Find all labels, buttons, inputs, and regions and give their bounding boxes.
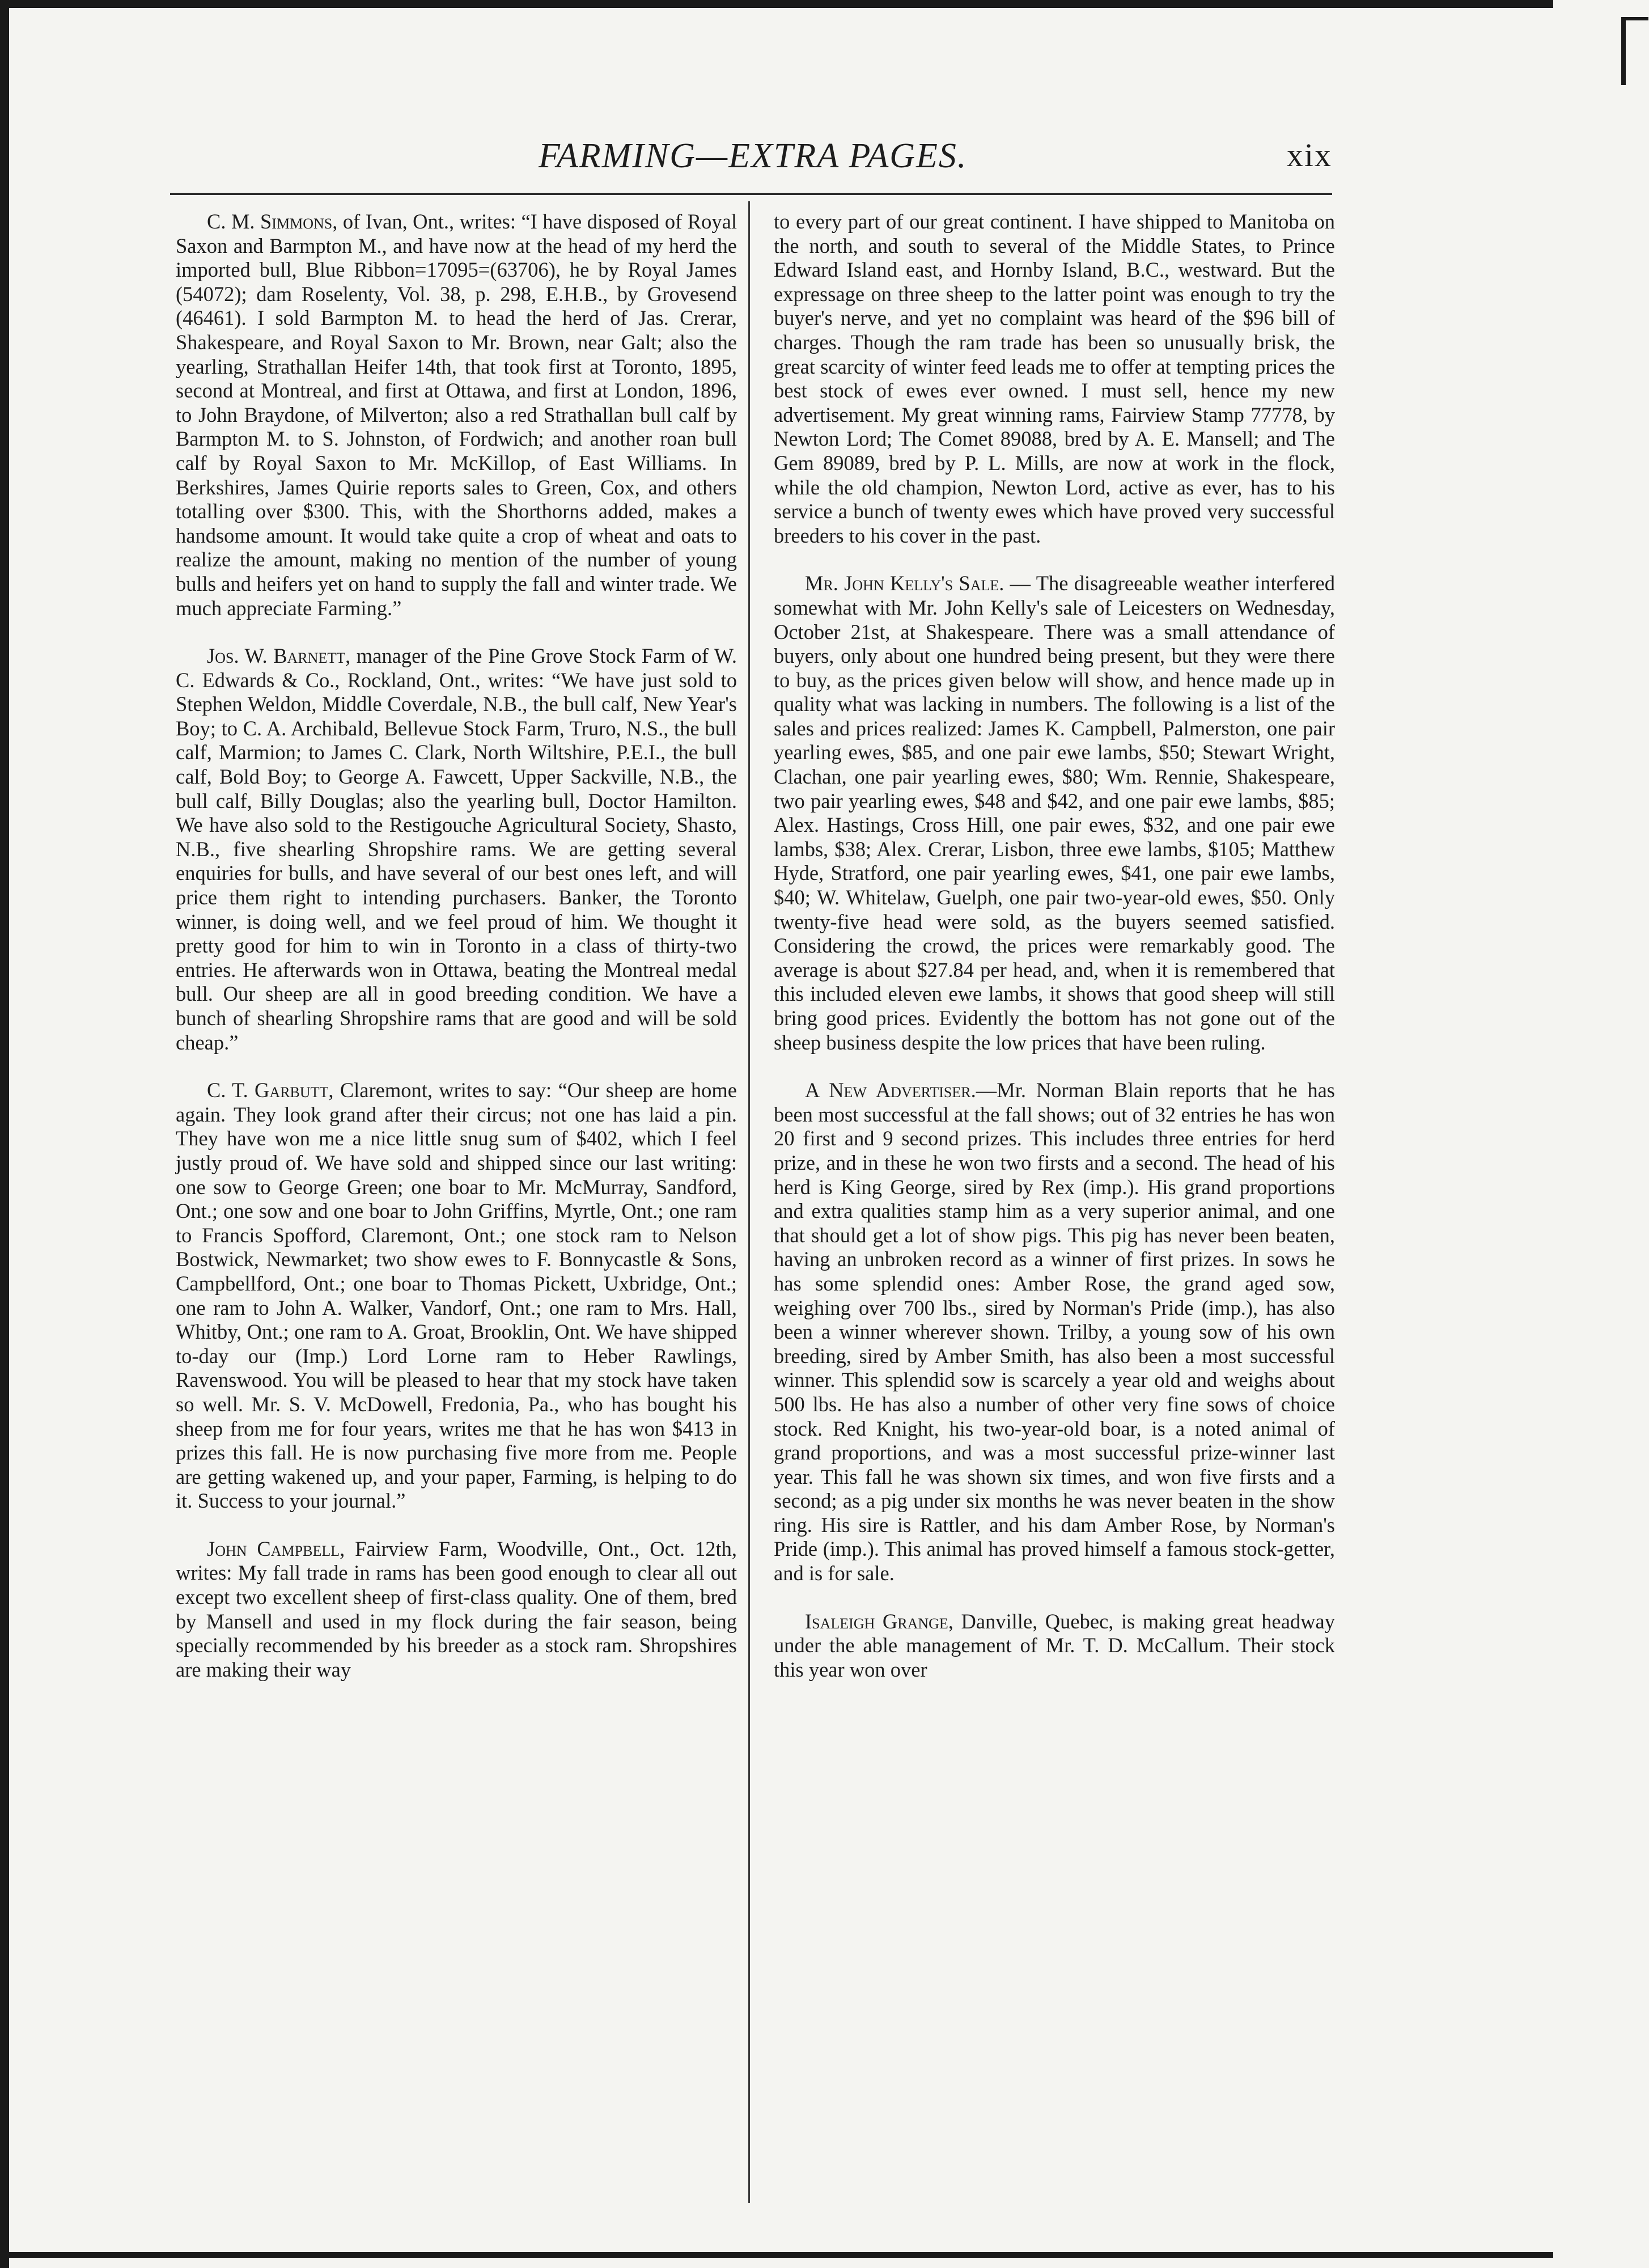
paragraph-lead: Jos. W. Barnett [207,644,346,668]
paragraph-campbell [176,1537,737,1682]
paragraph-lead: A New Advertiser. [805,1078,976,1102]
paragraph-simmons [176,210,737,620]
paragraph-kelly-sale [774,572,1335,1055]
paragraph-isaleigh-grange [774,1610,1335,1682]
header-rule [170,193,1332,195]
paragraph-text: , Danville, Quebec, is making great headway under the able management of Mr. T. D. McCallum. Their stock this year won over [774,1609,1335,1681]
page-number: xix [1286,137,1332,174]
column-divider [748,201,750,2203]
paragraph-lead: Mr. John Kelly's Sale. [805,572,1004,595]
paragraph-text: , of Ivan, Ont., writes: “I have disposed of Royal Saxon and Barmpton M., and have now at the head of my herd the imported bull, Blue Ribbon=17095=(63706), he by Royal James (54072); dam Roselenty, Vol. 38, p. 298, E.H.B., by Grovesend (46461). I sold Barmpton M. to head the herd of Jas. Crerar, Shakespeare, and Royal Saxon to Mr. Brown, near Galt; also the yearling, Strathallan Heifer 14th, that took first at Toronto, 1895, second at Montreal, and first at Ottawa, and first at London, 1896, to John Braydone, of Milverton; also a red Strathallan bull calf by Barmpton M. to S. Johnston, of Fordwich; and another roan bull calf by Royal Saxon to Mr. McKillop, of East Williams. In Berkshires, James Quirie reports sales to Green, Cox, and others totalling over $300. This, with the Shorthorns added, makes a handsome amount. It would take quite a crop of wheat and oats to realize the amount, making no mention of the number of young bulls and heifers yet on hand to supply the fall and winter trade. We much appreciate Farming.” [176,210,737,620]
scan-edge-top [0,0,1553,8]
paragraph-new-advertiser [774,1078,1335,1585]
paragraph-lead: John Campbell [207,1537,340,1560]
paragraph-lead: Isaleigh Grange [805,1609,948,1633]
paragraph-garbutt [176,1078,737,1513]
running-title: FARMING—EXTRA PAGES. [539,137,968,175]
page-header [170,136,1332,187]
scan-edge-mark [1621,17,1626,85]
paragraph-lead: C. M. Simmons [207,210,333,233]
right-column [774,210,1335,1706]
paragraph-campbell-continued [774,210,1335,548]
paragraph-text: to every part of our great continent. I have shipped to Manitoba on the north, and south to several of the Middle States, to Prince Edward Island east, and Hornby Island, B.C., westward. But the expressage on three sheep to the latter point was enough to try the buyer's nerve, and yet no complaint was heard of the $96 bill of charges. Though the ram trade has been so unusually brisk, the great scarcity of winter feed leads me to offer at tempting prices the best stock of ewes ever owned. I must sell, hence my new advertisement. My great winning rams, Fairview Stamp 77778, by Newton Lord; The Comet 89088, bred by A. E. Mansell; and The Gem 89089, bred by P. L. Mills, are now at work in the flock, while the old champion, Newton Lord, active as ever, has to his service a bunch of twenty ewes which have proved very successful breeders to his cover in the past. [774,210,1335,547]
scan-edge-mark-top [1626,17,1648,20]
paragraph-text: — The disagreeable weather interfered somewhat with Mr. John Kelly's sale of Leicesters on Wednesday, October 21st, at Shakespeare. There was a small attendance of buyers, only about one hundred being present, but they were there to buy, as the prices given below will show, and hence made up in quality what was lacking in numbers. The following is a list of the sales and prices realized: James K. Campbell, Palmerston, one pair yearling ewes, $85, and one pair ewe lambs, $50; Stewart Wright, Clachan, one pair yearling ewes, $80; Wm. Rennie, Shakespeare, two pair yearling ewes, $48 and $42, and one pair ewe lambs, $85; Alex. Hastings, Cross Hill, one pair ewes, $32, and one pair ewe lambs, $38; Alex. Crerar, Lisbon, three ewe lambs, $105; Matthew Hyde, Stratford, one pair yearling ewes, $41, one pair ewe lambs, $40; W. Whitelaw, Guelph, one pair two-year-old ewes, $50. Only twenty-five head were sold, as the buyers seemed satisfied. Considering the crowd, the prices were remarkably good. The average is about $27.84 per head, and, when it is remembered that this included eleven ewe lambs, it shows that good sheep will still bring good prices. Evidently the bottom has not gone out of the sheep business despite the low prices that have been ruling. [774,572,1335,1054]
paragraph-barnett [176,644,737,1055]
left-column [176,210,737,1706]
paragraph-text: , Fairview Farm, Woodville, Ont., Oct. 12th, writes: My fall trade in rams has been good enough to clear all out except two excellent sheep of first-class quality. One of them, bred by Mansell and used in my flock during the fair season, being specially recommended by his breeder as a stock ram. Shropshires are making their way [176,1537,737,1681]
paragraph-text: —Mr. Norman Blain reports that he has been most successful at the fall shows; out of 32 entries he has won 20 first and 9 second prizes. This includes three entries for herd prize, and in these he won two firsts and a second. The head of his herd is King George, sired by Rex (imp.). His grand proportions and extra qualities stamp him as a very superior animal, and one that should get a lot of show pigs. This pig has never been beaten, having an unbroken record as a winner of first prizes. In sows he has some splendid ones: Amber Rose, the grand aged sow, weighing over 700 lbs., sired by Norman's Pride (imp.), has also been a winner wherever shown. Trilby, a young sow of his own breeding, sired by Amber Smith, has also been a most successful winner. This splendid sow is scarcely a year old and weighs about 500 lbs. He has also a number of other very fine sows of choice stock. Red Knight, his two-year-old boar, is a noted animal of grand proportions, and was a most successful prize-winner last year. This fall he was shown six times, and won five firsts and a second; as a pig under six months he was never beaten in the show ring. His sire is Rattler, and his dam Amber Rose, by Norman's Pride (imp.). This animal has proved himself a famous stock-getter, and is for sale. [774,1078,1335,1585]
scan-edge-bottom [0,2252,1553,2258]
paragraph-text: , Claremont, writes to say: “Our sheep are home again. They look grand after their circus; not one has laid a pin. They have won me a nice little snug sum of $402, which I feel justly proud of. We have sold and shipped since our last writing: one sow to George Green; one boar to Mr. McMurray, Sandford, Ont.; one sow and one boar to John Griffins, Myrtle, Ont.; one ram to Francis Spofford, Claremont, Ont.; one stock ram to Nelson Bostwick, Newmarket; two show ewes to F. Bonnycastle & Sons, Campbellford, Ont.; one boar to Thomas Pickett, Uxbridge, Ont.; one ram to John A. Walker, Vandorf, Ont.; one ram to Mrs. Hall, Whitby, Ont.; one ram to A. Groat, Brooklin, Ont. We have shipped to-day our (Imp.) Lord Lorne ram to Heber Rawlings, Ravenswood. You will be pleased to hear that my stock have taken so well. Mr. S. V. McDowell, Fredonia, Pa., who has bought his sheep from me for four years, writes me that he has won $413 in prizes this fall. He is now purchasing five more from me. People are getting wakened up, and your paper, Farming, is helping to do it. Success to your journal.” [176,1078,737,1513]
scan-edge-left [0,0,9,2268]
paragraph-text: , manager of the Pine Grove Stock Farm of W. C. Edwards & Co., Rockland, Ont., writes: “We have just sold to Stephen Weldon, Middle Coverdale, N.B., the bull calf, New Year's Boy; to C. A. Archibald, Bellevue Stock Farm, Truro, N.S., the bull calf, Marmion; to James C. Clark, North Wiltshire, P.E.I., the bull calf, Bold Boy; to George A. Fawcett, Upper Sackville, N.B., the bull calf, Billy Douglas; also the yearling bull, Doctor Hamilton. We have also sold to the Restigouche Agricultural Society, Shasto, N.B., five shearling Shropshire rams. We are getting several enquiries for bulls, and have several of our best ones left, and will price them right to intending purchasers. Banker, the Toronto winner, is doing well, and we feel proud of him. We thought it pretty good for him to win in Toronto in a class of thirty-two entries. He afterwards won in Ottawa, beating the Montreal medal bull. Our sheep are all in good breeding condition. We have a bunch of shearling Shropshire rams that are good and will be sold cheap.” [176,644,737,1054]
paragraph-lead: C. T. Garbutt [207,1078,329,1102]
